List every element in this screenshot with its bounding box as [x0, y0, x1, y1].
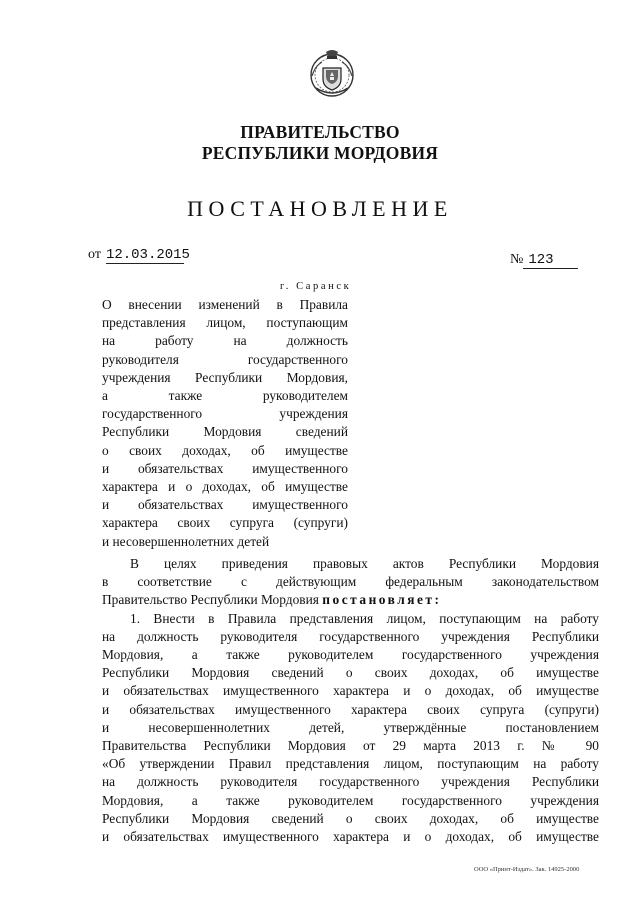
coat-of-arms-icon — [306, 46, 358, 100]
decree-subject: Правительство Республики Мордовия — [102, 592, 319, 608]
body-line: Республики Мордовия сведений о своих доходах, об имуществе — [102, 810, 599, 826]
document-subject — [102, 296, 348, 551]
body-line: Республики Мордовия сведений о своих доходах, об имуществе — [102, 665, 599, 681]
government-title-line1: ПРАВИТЕЛЬСТВО — [240, 122, 400, 142]
subject-line: Республики Мордовия сведений — [102, 424, 348, 440]
subject-line: а также руководителем — [102, 388, 348, 404]
body-line: в соответствие с действующим федеральным законодательством — [102, 574, 599, 590]
number-label: № — [510, 252, 524, 267]
body-line: Мордовия, а также руководителем государственного учреждения — [102, 647, 599, 663]
subject-line: характера своих супруга (супруги) — [102, 515, 348, 531]
coat-of-arms — [306, 46, 358, 100]
document-number — [510, 252, 578, 269]
subject-line: государственного учреждения — [102, 406, 348, 422]
printer-note: ООО «Принт-Издат». Зак. 14925-2000 — [474, 866, 580, 873]
subject-line: представления лицом, поступающим — [102, 315, 348, 331]
date-label: от — [88, 247, 101, 262]
subject-line: и обязательствах имущественного — [102, 460, 348, 476]
subject-line: руководителя государственного — [102, 351, 348, 367]
date-value: 12.03.2015 — [105, 247, 190, 263]
body-line: Правительства Республики Мордовия от 29 марта 2013 г. № 90 — [102, 738, 599, 754]
document-type: ПОСТАНОВЛЕНИЕ — [187, 196, 453, 221]
body-line: и обязательствах имущественного характера и о доходах, об имуществе — [102, 683, 599, 699]
city: г. Саранск — [280, 281, 352, 292]
subject-line: и несовершеннолетних детей — [102, 533, 270, 549]
subject-line: на работу на должность — [102, 333, 348, 349]
body-line: и обязательствах имущественного характера своих супруга (супруги) — [102, 701, 599, 717]
decree-keyword: постановляет: — [322, 592, 442, 608]
subject-line: О внесении изменений в Правила — [102, 297, 348, 312]
body-line: 1. Внести в Правила представления лицом, поступающим на работу — [130, 610, 599, 626]
document-body — [102, 555, 599, 846]
government-title-line2: РЕСПУБЛИКИ МОРДОВИЯ — [201, 143, 439, 163]
body-line: и несовершеннолетних детей, утверждённые постановлением — [102, 719, 599, 735]
body-line: и обязательствах имущественного характера и о доходах, об имуществе — [102, 829, 599, 845]
subject-line: о своих доходах, об имуществе — [102, 442, 348, 458]
subject-line: учреждения Республики Мордовия, — [102, 369, 348, 385]
body-line: «Об утверждении Правил представления лицом, поступающим на работу — [102, 756, 599, 772]
subject-line: и обязательствах имущественного — [102, 497, 348, 513]
document-date — [88, 247, 190, 264]
body-line: В целях приведения правовых актов Республики Мордовия — [130, 556, 599, 571]
body-line: на должность руководителя государственного учреждения Республики — [102, 774, 599, 790]
government-title — [0, 122, 640, 164]
body-line-decree — [102, 591, 599, 609]
body-line: на должность руководителя государственного учреждения Республики — [102, 628, 599, 644]
number-value: 123 — [523, 252, 578, 269]
subject-line: характера и о доходах, об имуществе — [102, 479, 348, 495]
body-line: Мордовия, а также руководителем государственного учреждения — [102, 792, 599, 808]
